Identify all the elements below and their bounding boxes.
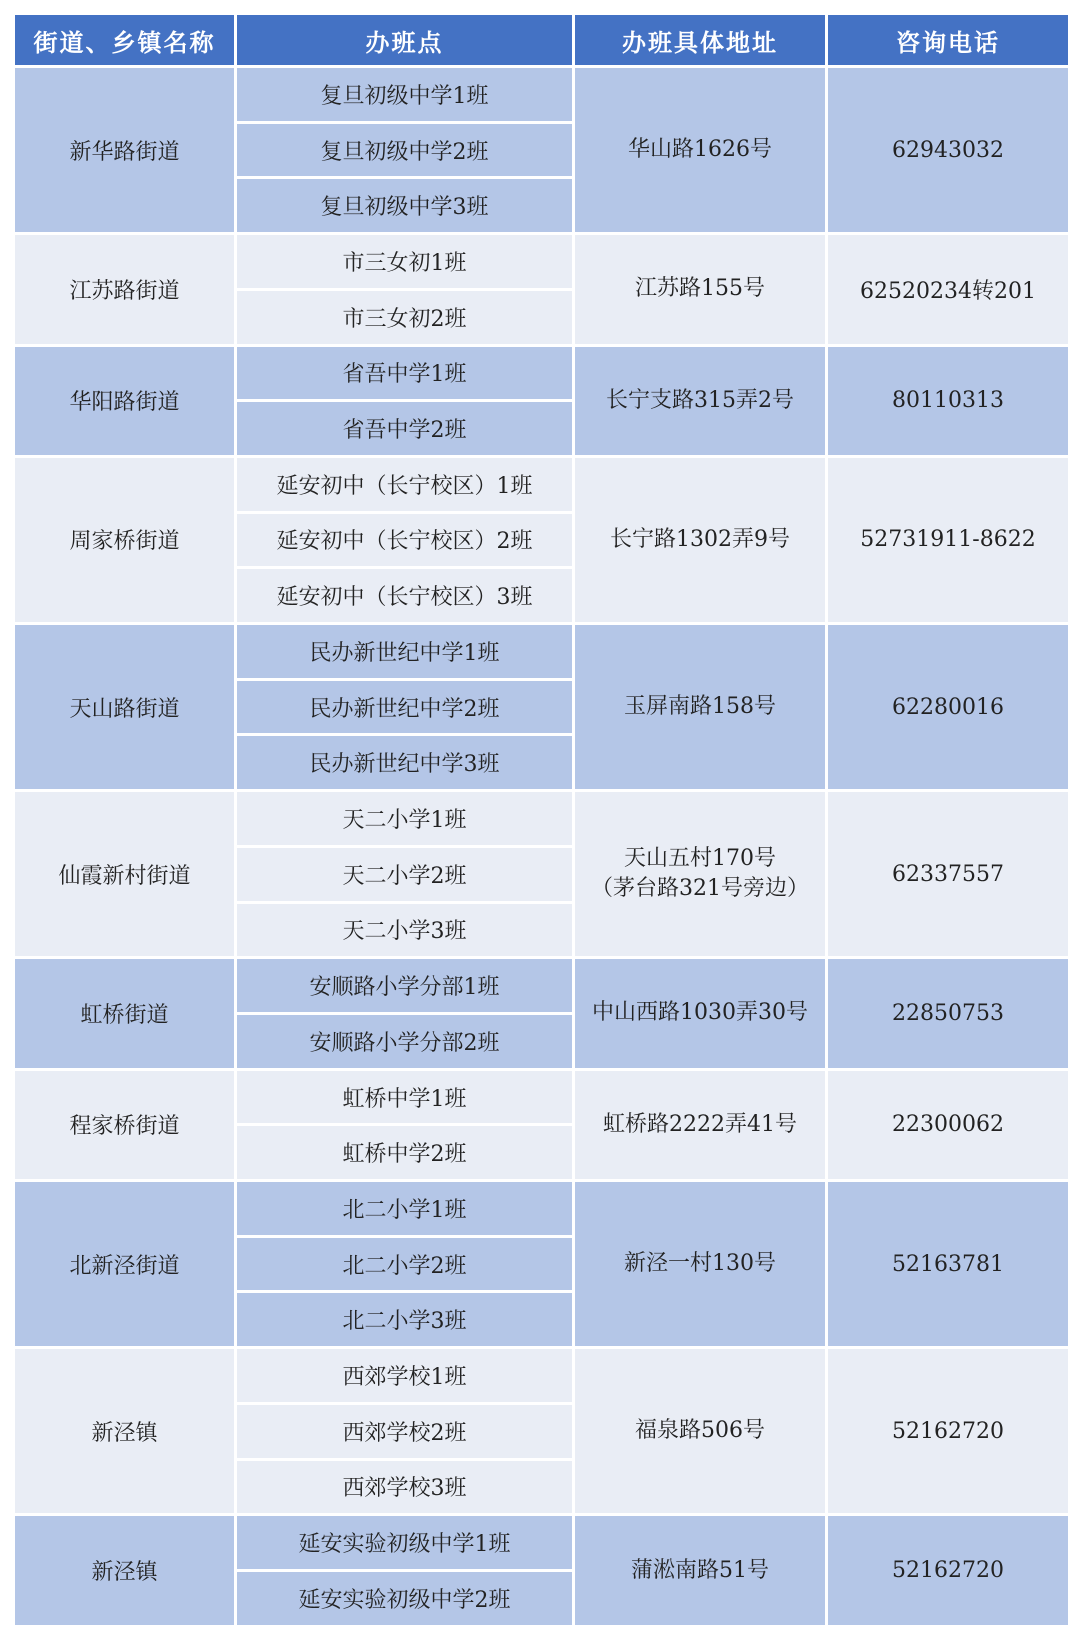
address-cell	[574, 791, 827, 958]
class-site-cell: 延安初中（长宁校区）1班	[236, 456, 574, 512]
address-line: 蒲淞南路51号	[631, 1557, 769, 1583]
class-site-cell: 北二小学2班	[236, 1236, 574, 1292]
class-site-cell: 安顺路小学分部2班	[236, 1013, 574, 1069]
district-cell: 江苏路街道	[14, 234, 236, 345]
header-district: 街道、乡镇名称	[14, 14, 236, 67]
address-cell	[574, 1515, 827, 1627]
table-row	[14, 791, 1070, 847]
class-site-cell: 市三女初1班	[236, 234, 574, 290]
table-row	[14, 624, 1070, 680]
class-site-cell: 复旦初级中学1班	[236, 67, 574, 123]
district-cell: 天山路街道	[14, 624, 236, 791]
address-line: 天山五村170号	[624, 846, 776, 872]
district-cell: 新华路街道	[14, 67, 236, 234]
class-site-cell: 市三女初2班	[236, 289, 574, 345]
table-row	[14, 1515, 1070, 1571]
class-site-cell: 北二小学1班	[236, 1181, 574, 1237]
address-line: 虹桥路2222弄41号	[603, 1111, 797, 1137]
phone-cell: 80110313	[827, 345, 1070, 456]
header-class-site: 办班点	[236, 14, 574, 67]
class-site-cell: 天二小学3班	[236, 902, 574, 958]
table-row	[14, 67, 1070, 123]
class-site-cell: 省吾中学2班	[236, 401, 574, 457]
address-line: 长宁路1302弄9号	[610, 526, 790, 552]
class-site-cell: 延安实验初级中学1班	[236, 1515, 574, 1571]
address-line: （茅台路321号旁边）	[591, 876, 809, 902]
district-cell: 程家桥街道	[14, 1069, 236, 1180]
district-cell: 新泾镇	[14, 1515, 236, 1627]
class-site-cell: 民办新世纪中学1班	[236, 624, 574, 680]
phone-cell: 52163781	[827, 1181, 1070, 1348]
class-site-cell: 西郊学校3班	[236, 1459, 574, 1515]
class-site-cell: 虹桥中学2班	[236, 1125, 574, 1181]
address-line: 中山西路1030弄30号	[592, 1000, 808, 1026]
header-phone: 咨询电话	[827, 14, 1070, 67]
class-site-cell: 民办新世纪中学3班	[236, 735, 574, 791]
table-row	[14, 1348, 1070, 1404]
phone-cell: 52162720	[827, 1348, 1070, 1515]
class-site-cell: 西郊学校2班	[236, 1403, 574, 1459]
header-address: 办班具体地址	[574, 14, 827, 67]
class-site-cell: 西郊学校1班	[236, 1348, 574, 1404]
address-line: 江苏路155号	[635, 276, 765, 302]
class-site-cell: 复旦初级中学2班	[236, 122, 574, 178]
header-row	[14, 14, 1070, 67]
class-site-cell: 北二小学3班	[236, 1292, 574, 1348]
class-site-cell: 复旦初级中学3班	[236, 178, 574, 234]
class-site-cell: 虹桥中学1班	[236, 1069, 574, 1125]
address-line: 福泉路506号	[635, 1418, 765, 1444]
table-row	[14, 958, 1070, 1014]
table-row	[14, 1069, 1070, 1125]
address-cell	[574, 1069, 827, 1180]
phone-cell: 22850753	[827, 958, 1070, 1069]
district-cell: 华阳路街道	[14, 345, 236, 456]
class-schedule-table	[12, 12, 1071, 1628]
address-cell	[574, 958, 827, 1069]
table-row	[14, 234, 1070, 290]
address-cell	[574, 234, 827, 345]
phone-cell: 62280016	[827, 624, 1070, 791]
table-row	[14, 345, 1070, 401]
class-site-cell: 延安初中（长宁校区）3班	[236, 568, 574, 624]
class-site-cell: 天二小学1班	[236, 791, 574, 847]
address-cell	[574, 1348, 827, 1515]
class-site-cell: 民办新世纪中学2班	[236, 679, 574, 735]
address-cell	[574, 456, 827, 623]
phone-cell: 52162720	[827, 1515, 1070, 1627]
district-cell: 新泾镇	[14, 1348, 236, 1515]
class-site-cell: 延安初中（长宁校区）2班	[236, 512, 574, 568]
class-site-cell: 安顺路小学分部1班	[236, 958, 574, 1014]
class-site-cell: 省吾中学1班	[236, 345, 574, 401]
class-site-cell: 天二小学2班	[236, 846, 574, 902]
phone-cell: 62337557	[827, 791, 1070, 958]
table-body	[14, 67, 1070, 1627]
phone-cell: 62943032	[827, 67, 1070, 234]
address-line: 华山路1626号	[628, 137, 772, 163]
address-line: 长宁支路315弄2号	[606, 387, 794, 413]
phone-cell: 62520234转201	[827, 234, 1070, 345]
address-line: 玉屏南路158号	[624, 694, 776, 720]
address-cell	[574, 624, 827, 791]
table-row	[14, 1181, 1070, 1237]
address-line: 新泾一村130号	[624, 1251, 776, 1277]
address-cell	[574, 1181, 827, 1348]
address-cell	[574, 67, 827, 234]
district-cell: 仙霞新村街道	[14, 791, 236, 958]
class-site-cell: 延安实验初级中学2班	[236, 1570, 574, 1626]
district-cell: 周家桥街道	[14, 456, 236, 623]
phone-cell: 52731911-8622	[827, 456, 1070, 623]
district-cell: 虹桥街道	[14, 958, 236, 1069]
table-row	[14, 456, 1070, 512]
phone-cell: 22300062	[827, 1069, 1070, 1180]
district-cell: 北新泾街道	[14, 1181, 236, 1348]
address-cell	[574, 345, 827, 456]
